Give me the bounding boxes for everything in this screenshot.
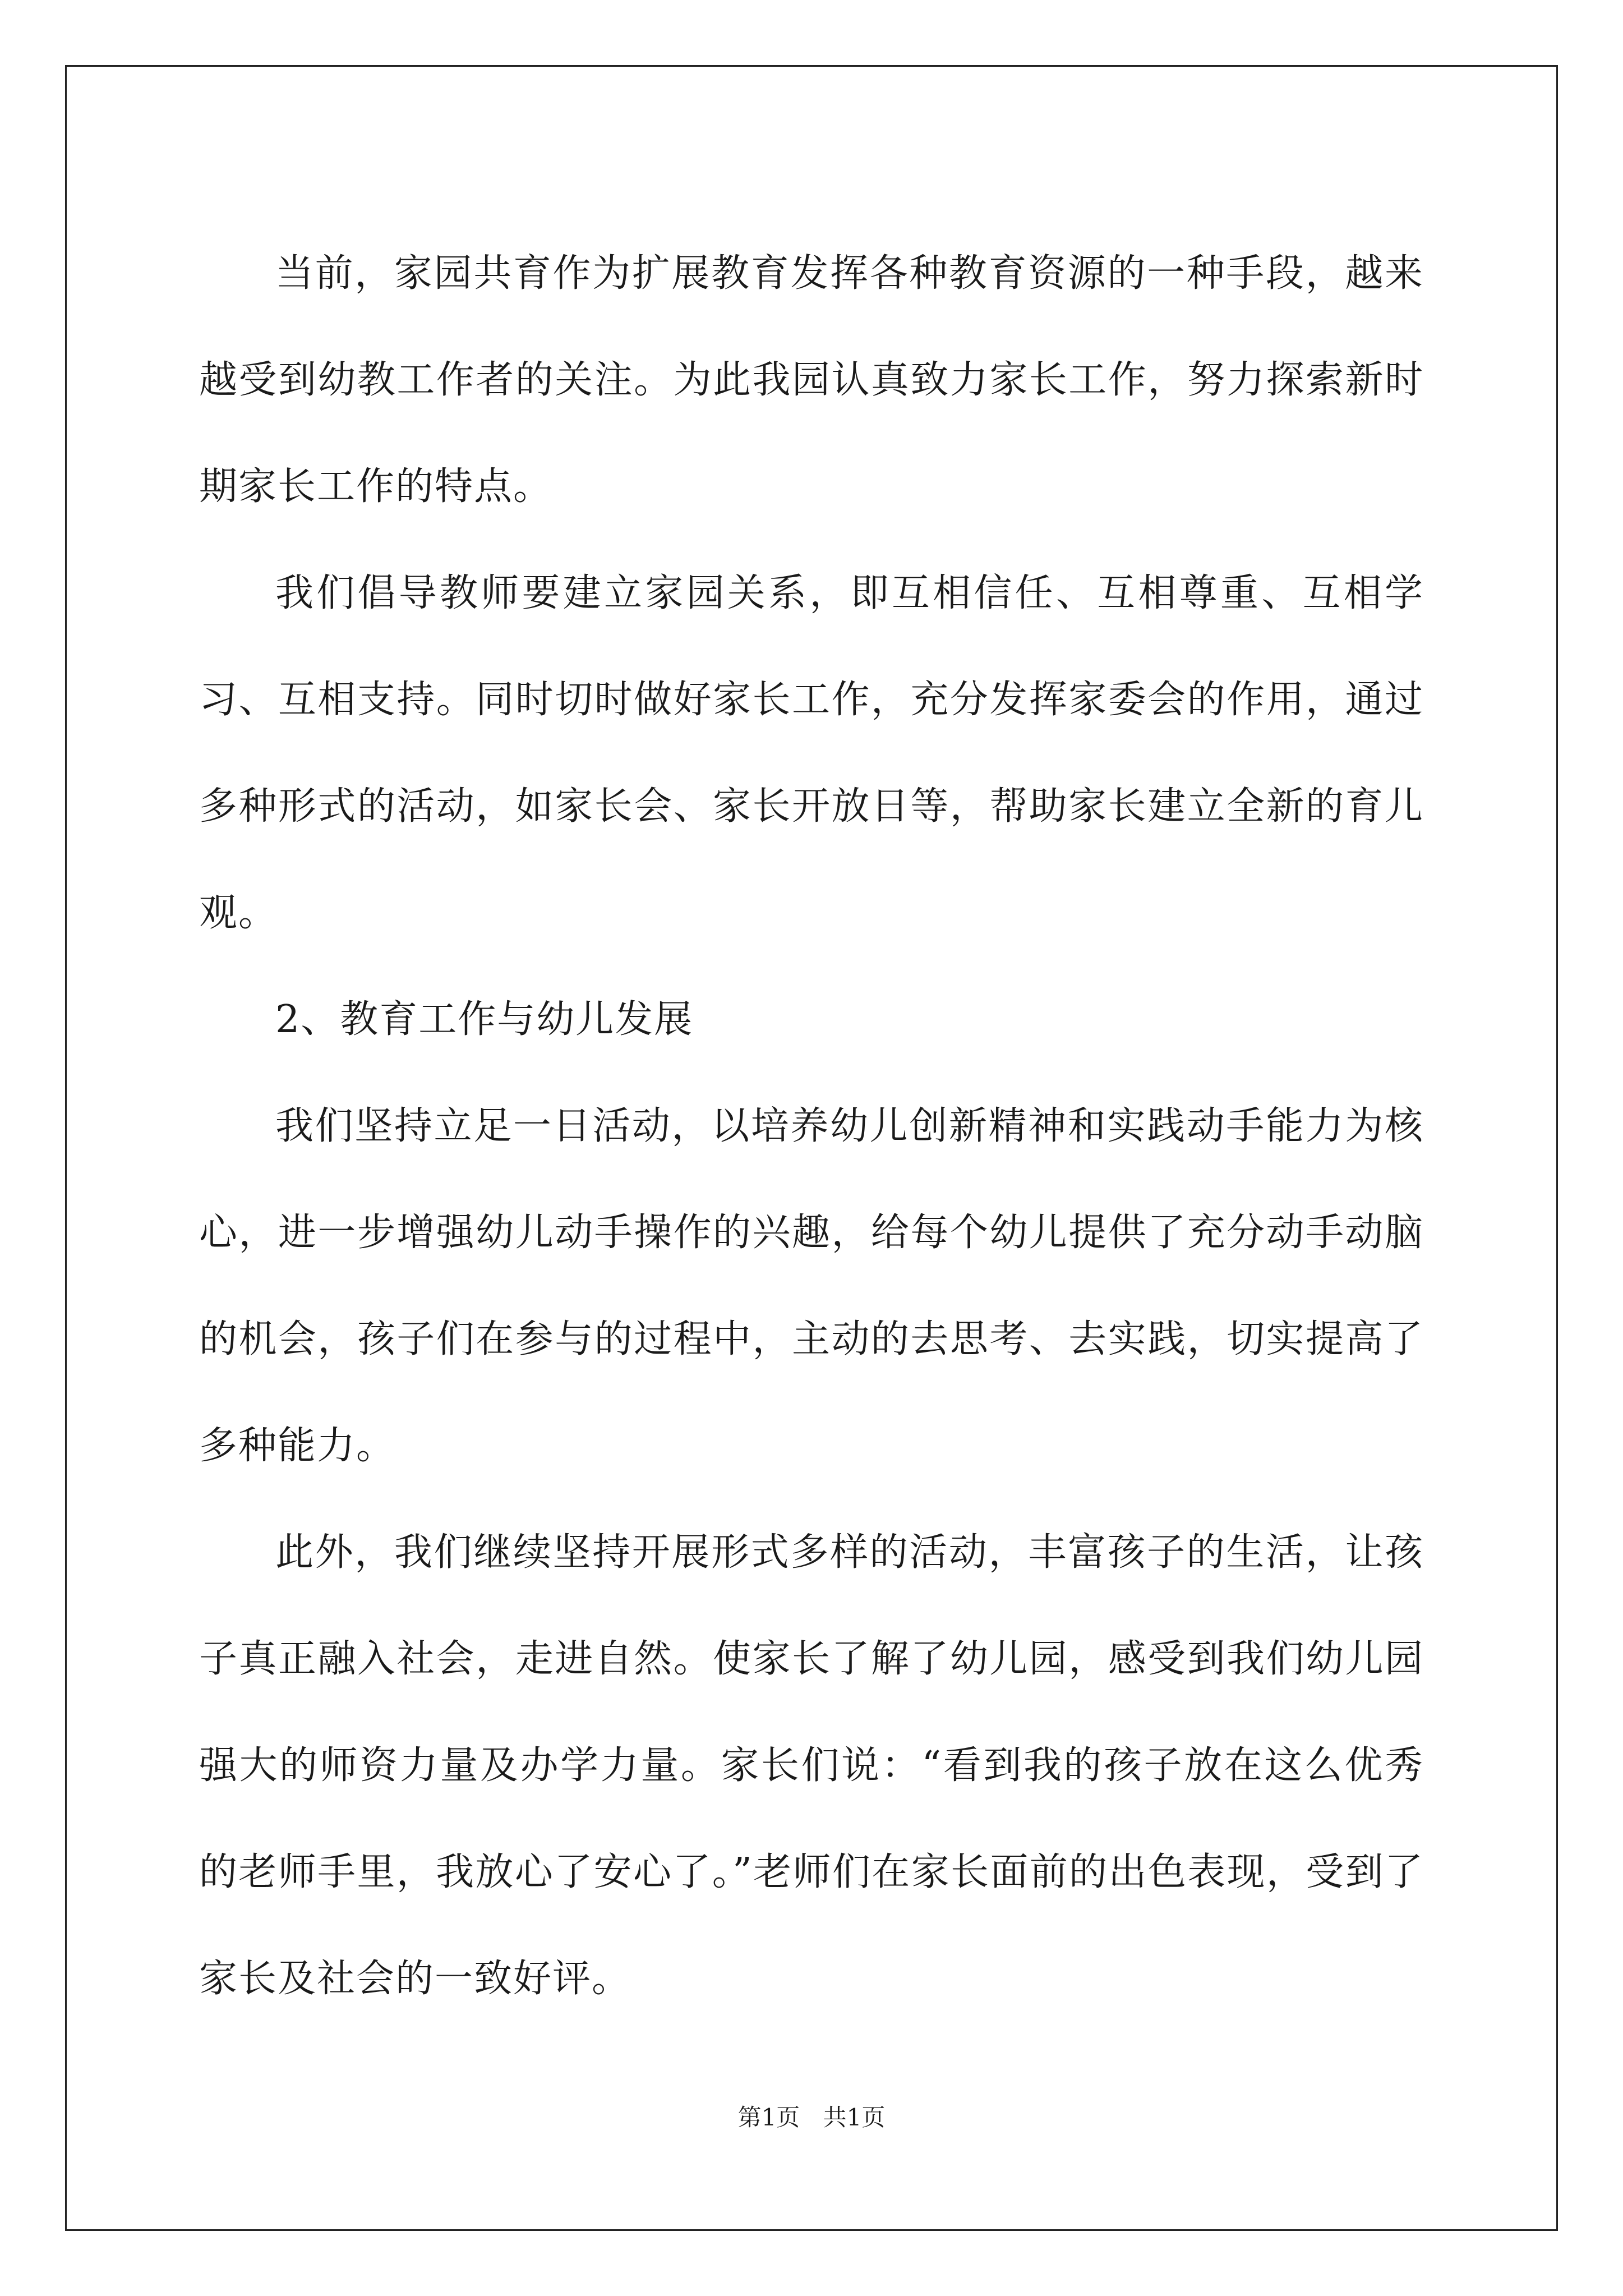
page-number-total: 共1页 <box>823 2104 886 2131</box>
section-heading-education-work: 2、教育工作与幼儿发展 <box>275 997 694 1042</box>
paragraph-diverse-activities: 此外，我们继续坚持开展形式多样的活动，丰富孩子的生活，让孩子真正融入社会，走进自然。使家长了解了幼儿园，感受到我们幼儿园强大的师资力量及办学力量。家长们说：“看到我的孩子放在这么优秀的老师手里，我放心了安心了。”老师们在家长面前的出色表现，受到了家长及社会的一致好评。 <box>199 1530 1424 2001</box>
document-body <box>199 220 1424 2032</box>
page-footer <box>0 2101 1623 2134</box>
page-number-current: 第1页 <box>737 2104 800 2131</box>
paragraph-home-school-relations: 我们倡导教师要建立家园关系，即互相信任、互相尊重、互相学习、互相支持。同时切时做好家长工作，充分发挥家委会的作用，通过多种形式的活动，如家长会、家长开放日等，帮助家长建立全新的育儿观。 <box>199 571 1424 935</box>
paragraph-daily-activities: 我们坚持立足一日活动，以培养幼儿创新精神和实践动手能力为核心，进一步增强幼儿动手操作的兴趣，给每个幼儿提供了充分动手动脑的机会，孩子们在参与的过程中，主动的去思考、去实践，切实提高了多种能力。 <box>199 1104 1424 1468</box>
paragraph-intro: 当前，家园共育作为扩展教育发挥各种教育资源的一种手段，越来越受到幼教工作者的关注。为此我园认真致力家长工作，努力探索新时期家长工作的特点。 <box>199 251 1424 509</box>
